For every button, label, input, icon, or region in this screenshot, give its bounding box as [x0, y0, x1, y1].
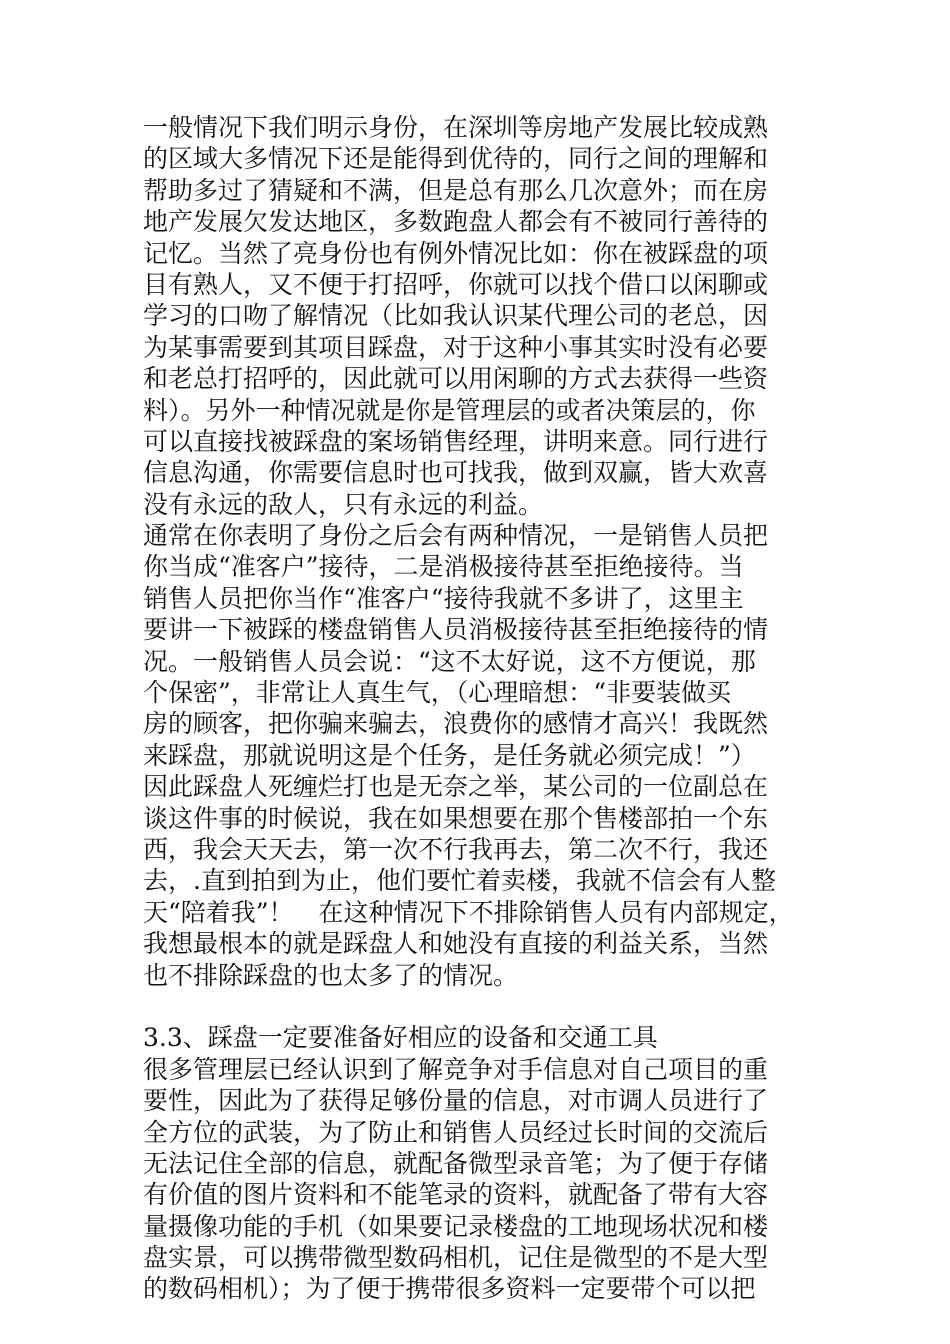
text-line: 西，我会天天去，第一次不行我再去，第二次不行，我还: [143, 834, 769, 864]
text-line: 为某事需要到其项目踩盘，对于这种小事其实时没有必要: [143, 332, 769, 362]
text-line: 去，.直到拍到为止，他们要忙着卖楼，我就不信会有人整: [143, 866, 776, 896]
text-line: 目有熟人，又不便于打招呼，你就可以找个借口以闲聊或: [143, 269, 769, 299]
text-line: 可以直接找被踩盘的案场销售经理，讲明来意。同行进行: [143, 426, 769, 456]
text-line: 记忆。当然了亮身份也有例外情况比如：你在被踩盘的项: [143, 238, 769, 268]
text-line: 的数码相机）；为了便于携带很多资料一定要带个可以把: [143, 1274, 756, 1304]
text-line: 的区域大多情况下还是能得到优待的，同行之间的理解和: [143, 144, 769, 174]
paragraph-spacer: [143, 991, 833, 1022]
text-line: 全方位的武装，为了防止和销售人员经过长时间的交流后: [143, 1117, 769, 1147]
paragraph-identity-disclosure: [143, 112, 833, 520]
document-page: [143, 112, 833, 1305]
text-line: 没有永远的敌人，只有永远的利益。: [143, 489, 544, 519]
text-line: 通常在你表明了身份之后会有两种情况，一是销售人员把: [143, 521, 769, 551]
text-line: 和老总打招呼的，因此就可以用闲聊的方式去获得一些资: [143, 364, 769, 394]
text-line: 要性，因此为了获得足够份量的信息，对市调人员进行了: [143, 1086, 769, 1116]
text-line: 地产发展欠发达地区，多数跑盘人都会有不被同行善待的: [143, 207, 769, 237]
text-line: 料）。另外一种情况就是你是管理层的或者决策层的，你: [143, 395, 756, 425]
text-line: 你当成“准客户”接待，二是消极接待甚至拒绝接待。当: [143, 552, 744, 582]
text-line: 况。一般销售人员会说：“这不太好说，这不方便说，那: [143, 646, 756, 676]
text-line: 帮助多过了猜疑和不满，但是总有那么几次意外；而在房: [143, 175, 769, 205]
text-line: 有价值的图片资料和不能笔录的资料，就配备了带有大容: [143, 1180, 769, 1210]
text-line: 很多管理层已经认识到了解竞争对手信息对自己项目的重: [143, 1054, 769, 1084]
text-line: 我想最根本的就是踩盘人和她没有直接的利益关系，当然: [143, 929, 769, 959]
text-line: 量摄像功能的手机（如果要记录楼盘的工地现场状况和楼: [143, 1211, 769, 1241]
section-heading: 3.3、踩盘一定要准备好相应的设备和交通工具: [143, 1023, 658, 1053]
text-line: 销售人员把你当作“准客户“接待我就不多讲了，这里主: [143, 583, 744, 613]
paragraph-equipment: [143, 1054, 833, 1305]
text-line: 盘实景，可以携带微型数码相机，记住是微型的不是大型: [143, 1243, 769, 1273]
text-line: 要讲一下被踩的楼盘销售人员消极接待甚至拒绝接待的情: [143, 615, 769, 645]
text-line: 因此踩盘人死缠烂打也是无奈之举，某公司的一位副总在: [143, 772, 769, 802]
text-line: 无法记住全部的信息，就配备微型录音笔；为了便于存储: [143, 1148, 769, 1178]
text-line: 信息沟通，你需要信息时也可找我，做到双赢，皆大欢喜: [143, 458, 769, 488]
text-line: 谈这件事的时候说，我在如果想要在那个售楼部拍一个东: [143, 803, 769, 833]
text-line: 天“陪着我”！ 在这种情况下不排除销售人员有内部规定，: [143, 897, 794, 927]
text-line: 学习的口吻了解情况（比如我认识某代理公司的老总，因: [143, 301, 769, 331]
paragraph-sales-reception: [143, 520, 833, 991]
text-line: 一般情况下我们明示身份，在深圳等房地产发展比较成熟: [143, 113, 769, 142]
text-line: 也不排除踩盘的也太多了的情况。: [143, 960, 519, 990]
text-line: 房的顾客，把你骗来骗去，浪费你的感情才高兴！我既然: [143, 709, 769, 739]
text-line: 个保密”，非常让人真生气，（心理暗想：“非要装做买: [143, 678, 732, 708]
text-line: 来踩盘，那就说明这是个任务，是任务就必须完成！”）: [143, 740, 756, 770]
